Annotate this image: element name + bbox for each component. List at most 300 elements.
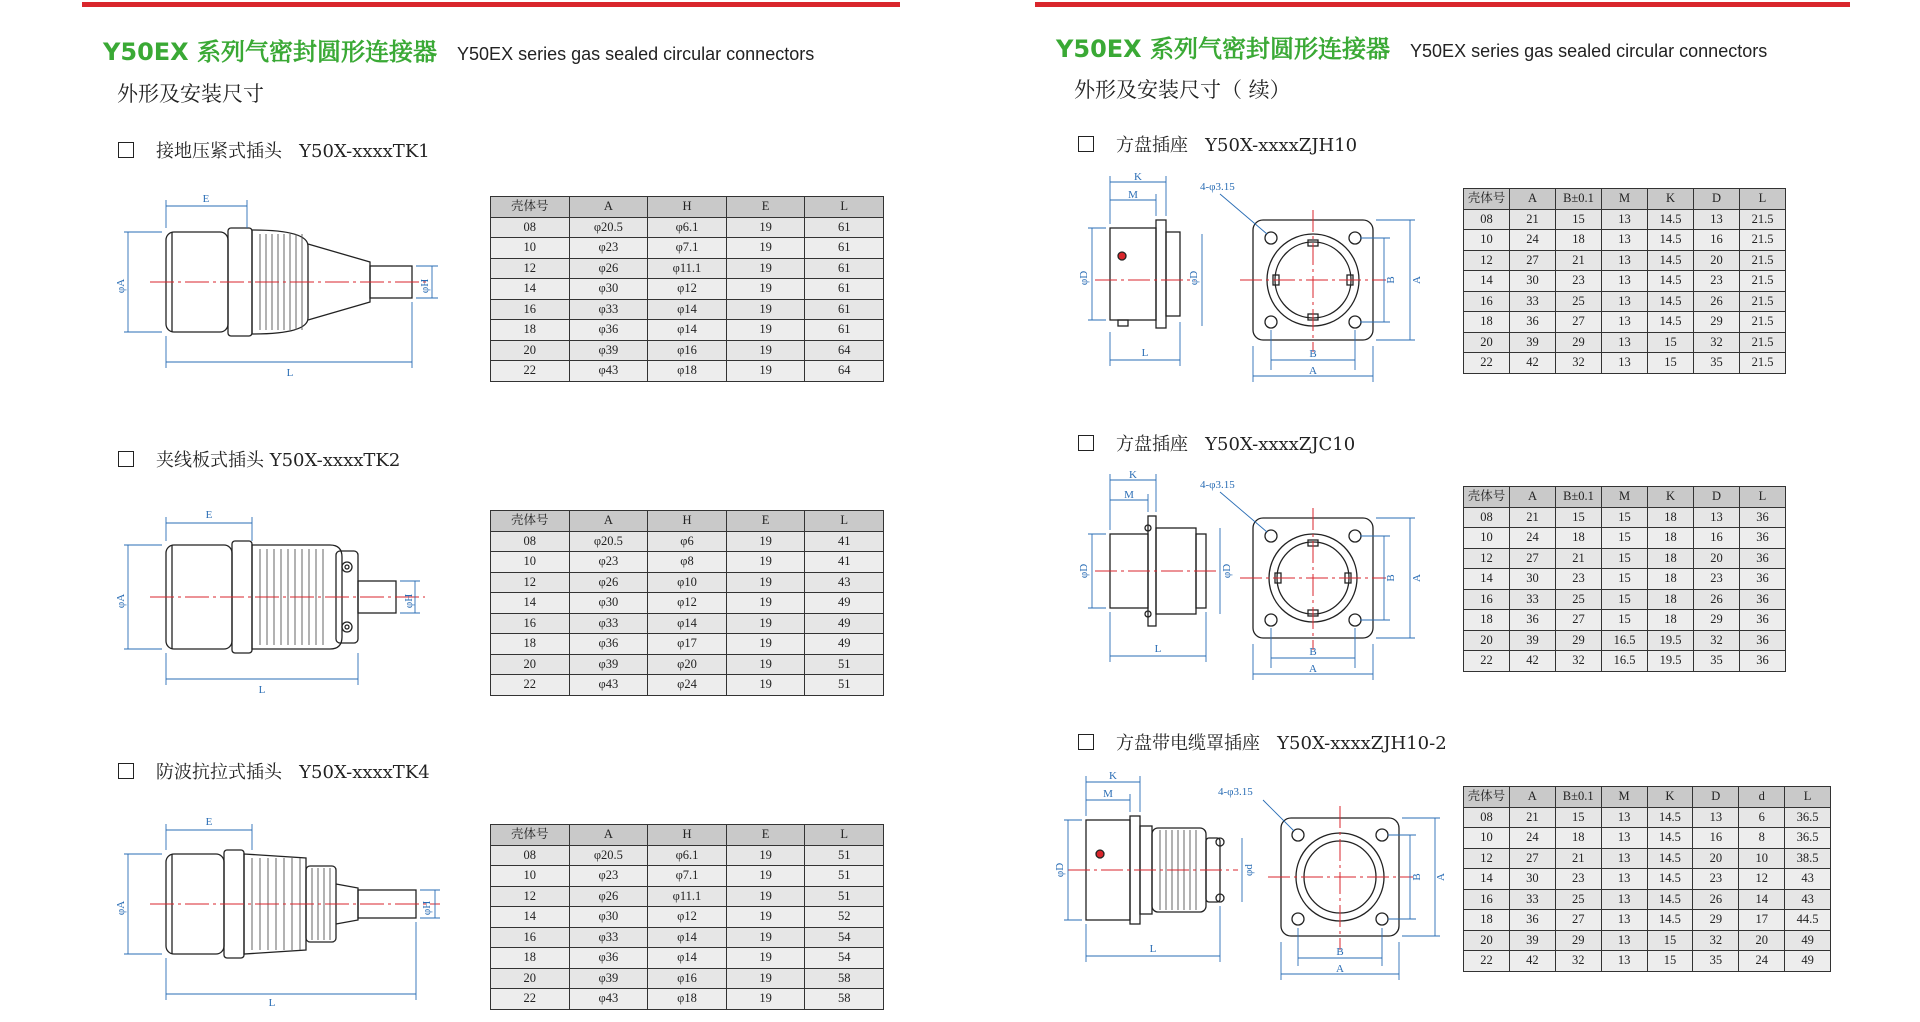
table-cell: 27	[1555, 910, 1601, 931]
table-cell: 32	[1556, 353, 1602, 374]
spec-table-zjc10	[1463, 486, 1786, 672]
table-cell: 21.5	[1740, 250, 1786, 271]
section-heading: 防波抗拉式插头 Y50X-xxxxTK4	[118, 758, 430, 784]
table-cell: 15	[1602, 589, 1648, 610]
table-cell: 13	[1601, 848, 1647, 869]
table-row	[491, 866, 884, 887]
table-cell: 33	[1510, 589, 1556, 610]
column-header: L	[805, 511, 884, 532]
table-cell: 19	[726, 634, 805, 655]
svg-text:B: B	[1411, 873, 1423, 881]
table-cell: 21.5	[1740, 353, 1786, 374]
table-row	[1464, 271, 1786, 292]
table-cell: 52	[805, 907, 884, 928]
table-cell: 16	[1464, 589, 1510, 610]
column-header: E	[726, 825, 805, 846]
svg-text:M: M	[1103, 788, 1113, 800]
table-cell: 19	[726, 217, 805, 238]
column-header: 壳体号	[1464, 189, 1510, 210]
table-cell: φ20.5	[569, 531, 648, 552]
table-cell: 22	[491, 989, 570, 1010]
table-cell: 16.5	[1602, 651, 1648, 672]
table-cell: 21	[1555, 848, 1601, 869]
table-cell: φ12	[648, 907, 727, 928]
svg-text:K: K	[1129, 469, 1137, 481]
table-row	[1464, 951, 1831, 972]
table-cell: φ17	[648, 634, 727, 655]
table-cell: 22	[491, 361, 570, 382]
table-cell: 21.5	[1740, 332, 1786, 353]
table-cell: φ20.5	[569, 217, 648, 238]
column-header: 壳体号	[1464, 787, 1510, 808]
table-cell: φ14	[648, 613, 727, 634]
page-subtitle: 外形及安装尺寸（ 续）	[1074, 78, 1291, 102]
table-cell: 18	[1556, 528, 1602, 549]
table-cell: 36	[1740, 569, 1786, 590]
table-cell: 13	[1601, 930, 1647, 951]
svg-text:E: E	[202, 193, 210, 205]
table-cell: 36	[1509, 910, 1555, 931]
spec-table-zjh10-2	[1463, 786, 1831, 972]
table-row	[491, 217, 884, 238]
table-cell: 19	[726, 299, 805, 320]
table-cell: 16	[491, 927, 570, 948]
column-header: K	[1648, 189, 1694, 210]
column-header: B±0.1	[1555, 787, 1601, 808]
svg-text:E: E	[205, 816, 213, 828]
series-title-cn: Y50EX 系列气密封圆形连接器	[103, 38, 438, 66]
table-row	[491, 320, 884, 341]
table-row	[1464, 930, 1831, 951]
series-title-en: Y50EX series gas sealed circular connectors	[457, 44, 815, 64]
table-cell: 19.5	[1648, 630, 1694, 651]
column-header: M	[1601, 787, 1647, 808]
table-cell: 19	[726, 552, 805, 573]
checkbox-bullet-icon	[1078, 435, 1094, 451]
table-cell: 42	[1509, 951, 1555, 972]
table-cell: 21.5	[1740, 230, 1786, 251]
table-cell: 20	[1464, 332, 1510, 353]
spec-table-tk2	[490, 510, 884, 696]
table-cell: φ20.5	[569, 845, 648, 866]
table-header-row	[491, 511, 884, 532]
svg-text:φA: φA	[115, 593, 127, 609]
table-cell: 25	[1556, 589, 1602, 610]
table-cell: 36	[1740, 589, 1786, 610]
table-cell: 23	[1694, 569, 1740, 590]
column-header: 壳体号	[491, 197, 570, 218]
table-cell: 08	[1464, 507, 1510, 528]
table-cell: φ6	[648, 531, 727, 552]
table-cell: 13	[1694, 209, 1740, 230]
table-cell: φ30	[569, 593, 648, 614]
checkbox-bullet-icon	[118, 142, 134, 158]
svg-text:φD: φD	[1221, 563, 1233, 579]
table-cell: φ43	[569, 361, 648, 382]
svg-text:φD: φD	[1078, 563, 1090, 579]
table-cell: φ10	[648, 572, 727, 593]
table-cell: 10	[1464, 828, 1510, 849]
table-cell: 14	[491, 907, 570, 928]
table-header-row	[491, 825, 884, 846]
table-cell: 13	[1602, 250, 1648, 271]
table-row	[1464, 548, 1786, 569]
table-cell: 42	[1510, 651, 1556, 672]
table-cell: φ39	[569, 340, 648, 361]
table-cell: 36	[1510, 610, 1556, 631]
table-cell: 26	[1694, 589, 1740, 610]
table-cell: φ14	[648, 320, 727, 341]
table-cell: 10	[491, 866, 570, 887]
table-cell: φ6.1	[648, 217, 727, 238]
svg-text:A: A	[1309, 365, 1317, 377]
table-cell: 27	[1556, 610, 1602, 631]
table-cell: 12	[1464, 548, 1510, 569]
column-header: A	[569, 825, 648, 846]
svg-text:φD: φD	[1054, 862, 1066, 878]
svg-text:L: L	[1154, 643, 1162, 655]
table-cell: 20	[491, 654, 570, 675]
svg-text:L: L	[286, 367, 294, 379]
table-row	[1464, 610, 1786, 631]
table-row	[491, 552, 884, 573]
table-cell: 54	[805, 927, 884, 948]
table-cell: 16	[1694, 230, 1740, 251]
table-cell: 17	[1739, 910, 1785, 931]
table-cell: 12	[1464, 250, 1510, 271]
table-cell: 19	[726, 531, 805, 552]
table-cell: 27	[1509, 848, 1555, 869]
table-cell: 32	[1694, 332, 1740, 353]
table-cell: 35	[1694, 353, 1740, 374]
table-cell: φ43	[569, 989, 648, 1010]
table-cell: 15	[1647, 930, 1693, 951]
svg-text:A: A	[1336, 963, 1344, 975]
table-cell: 51	[805, 866, 884, 887]
table-cell: 49	[1785, 951, 1831, 972]
table-cell: 36	[1740, 548, 1786, 569]
table-row	[491, 593, 884, 614]
table-row	[491, 968, 884, 989]
right-page-header	[1056, 29, 1767, 64]
table-cell: 14.5	[1647, 889, 1693, 910]
table-cell: φ16	[648, 340, 727, 361]
table-cell: φ14	[648, 948, 727, 969]
table-row	[1464, 353, 1786, 374]
table-cell: 20	[1693, 848, 1739, 869]
left-header-rule	[82, 2, 900, 7]
column-header: K	[1647, 787, 1693, 808]
table-cell: 49	[805, 613, 884, 634]
svg-text:B: B	[1385, 276, 1397, 284]
table-cell: φ8	[648, 552, 727, 573]
plug-tk1-drawing	[110, 190, 440, 380]
page-subtitle: 外形及安装尺寸	[117, 82, 264, 106]
table-cell: 13	[1694, 507, 1740, 528]
table-cell: 20	[1739, 930, 1785, 951]
table-cell: 24	[1510, 528, 1556, 549]
table-cell: 32	[1694, 630, 1740, 651]
table-cell: 19	[726, 572, 805, 593]
series-title-cn: Y50EX 系列气密封圆形连接器	[1056, 35, 1391, 63]
table-cell: 36	[1740, 651, 1786, 672]
table-cell: 20	[1464, 930, 1510, 951]
table-cell: 16	[1693, 828, 1739, 849]
table-cell: 14.5	[1647, 807, 1693, 828]
table-cell: 61	[805, 299, 884, 320]
series-title-en: Y50EX series gas sealed circular connectors	[1410, 41, 1768, 61]
table-cell: 26	[1694, 291, 1740, 312]
table-cell: 21	[1510, 209, 1556, 230]
table-cell: φ20	[648, 654, 727, 675]
table-header-row	[1464, 487, 1786, 508]
column-header: L	[1740, 189, 1786, 210]
table-row	[1464, 589, 1786, 610]
table-cell: 18	[1648, 528, 1694, 549]
column-header: A	[1509, 787, 1555, 808]
spec-table-tk1	[490, 196, 884, 382]
table-row	[1464, 209, 1786, 230]
table-cell: 16	[491, 613, 570, 634]
table-cell: 14	[1464, 271, 1510, 292]
table-cell: 19	[726, 886, 805, 907]
table-cell: φ6.1	[648, 845, 727, 866]
table-cell: φ36	[569, 634, 648, 655]
table-cell: 43	[805, 572, 884, 593]
table-row	[491, 572, 884, 593]
table-cell: 14.5	[1648, 312, 1694, 333]
table-cell: 18	[1648, 507, 1694, 528]
table-cell: 15	[1602, 548, 1648, 569]
table-cell: 29	[1555, 930, 1601, 951]
svg-text:L: L	[258, 684, 266, 696]
table-cell: 16	[1464, 291, 1510, 312]
table-cell: 14.5	[1647, 869, 1693, 890]
table-cell: 22	[1464, 353, 1510, 374]
table-cell: φ43	[569, 675, 648, 696]
table-cell: 36	[1740, 630, 1786, 651]
table-cell: 14.5	[1648, 209, 1694, 230]
column-header: H	[648, 197, 727, 218]
table-cell: 64	[805, 340, 884, 361]
table-cell: 13	[1601, 951, 1647, 972]
column-header: A	[1510, 189, 1556, 210]
table-row	[491, 675, 884, 696]
column-header: L	[805, 825, 884, 846]
table-cell: 16	[1464, 889, 1510, 910]
column-header: 壳体号	[491, 825, 570, 846]
table-cell: 19	[726, 613, 805, 634]
table-cell: 12	[1739, 869, 1785, 890]
table-cell: 21.5	[1740, 312, 1786, 333]
table-header-row	[491, 197, 884, 218]
table-cell: 24	[1510, 230, 1556, 251]
table-cell: φ14	[648, 299, 727, 320]
table-cell: 22	[491, 675, 570, 696]
table-cell: 54	[805, 948, 884, 969]
table-cell: φ39	[569, 968, 648, 989]
table-cell: 13	[1693, 807, 1739, 828]
table-cell: 15	[1602, 610, 1648, 631]
table-row	[491, 907, 884, 928]
table-cell: 10	[1464, 230, 1510, 251]
svg-text:φH: φH	[421, 900, 433, 916]
table-cell: 33	[1509, 889, 1555, 910]
table-cell: 20	[491, 340, 570, 361]
table-cell: 41	[805, 531, 884, 552]
table-cell: 13	[1602, 353, 1648, 374]
svg-text:L: L	[268, 997, 276, 1009]
svg-text:A: A	[1309, 663, 1317, 675]
table-cell: 30	[1510, 569, 1556, 590]
table-cell: φ24	[648, 675, 727, 696]
table-row	[491, 634, 884, 655]
table-cell: 42	[1510, 353, 1556, 374]
svg-text:B: B	[1309, 646, 1317, 658]
column-header: D	[1694, 487, 1740, 508]
table-cell: φ26	[569, 572, 648, 593]
checkbox-bullet-icon	[1078, 136, 1094, 152]
table-cell: 51	[805, 886, 884, 907]
table-cell: 19	[726, 320, 805, 341]
table-cell: 12	[1464, 848, 1510, 869]
table-cell: φ11.1	[648, 258, 727, 279]
table-cell: 26	[1693, 889, 1739, 910]
table-cell: 19	[726, 948, 805, 969]
table-cell: 16	[1694, 528, 1740, 549]
column-header: E	[726, 511, 805, 532]
column-header: H	[648, 825, 727, 846]
table-cell: 21	[1556, 548, 1602, 569]
table-cell: 19	[726, 593, 805, 614]
table-cell: φ23	[569, 866, 648, 887]
section-heading: 方盘带电缆罩插座 Y50X-xxxxZJH10-2	[1078, 729, 1447, 755]
table-cell: φ26	[569, 886, 648, 907]
table-cell: φ33	[569, 927, 648, 948]
table-header-row	[1464, 189, 1786, 210]
table-header-row	[1464, 787, 1831, 808]
table-cell: 18	[1464, 312, 1510, 333]
table-cell: 61	[805, 217, 884, 238]
table-row	[1464, 807, 1831, 828]
column-header: L	[805, 197, 884, 218]
svg-text:L: L	[1141, 347, 1149, 359]
table-row	[1464, 291, 1786, 312]
table-cell: 08	[1464, 807, 1510, 828]
svg-text:A: A	[1435, 873, 1447, 881]
table-cell: 21.5	[1740, 271, 1786, 292]
table-cell: 12	[491, 886, 570, 907]
table-cell: φ33	[569, 299, 648, 320]
table-cell: 29	[1694, 610, 1740, 631]
table-cell: 13	[1601, 910, 1647, 931]
column-header: A	[1510, 487, 1556, 508]
table-cell: φ7.1	[648, 238, 727, 259]
table-cell: 14.5	[1648, 230, 1694, 251]
table-cell: φ36	[569, 948, 648, 969]
table-cell: 14.5	[1648, 291, 1694, 312]
table-cell: 10	[1739, 848, 1785, 869]
table-row	[1464, 230, 1786, 251]
table-cell: 21	[1556, 250, 1602, 271]
table-row	[491, 989, 884, 1010]
table-cell: 61	[805, 258, 884, 279]
table-row	[491, 238, 884, 259]
column-header: 壳体号	[491, 511, 570, 532]
table-row	[491, 948, 884, 969]
column-header: M	[1602, 487, 1648, 508]
table-cell: 27	[1556, 312, 1602, 333]
table-cell: 32	[1693, 930, 1739, 951]
table-cell: 14.5	[1648, 250, 1694, 271]
table-cell: 36.5	[1785, 828, 1831, 849]
column-header: d	[1739, 787, 1785, 808]
table-cell: φ39	[569, 654, 648, 675]
column-header: L	[1785, 787, 1831, 808]
table-row	[1464, 651, 1786, 672]
table-cell: 64	[805, 361, 884, 382]
table-cell: 21	[1510, 507, 1556, 528]
table-cell: 32	[1556, 651, 1602, 672]
table-cell: 30	[1509, 869, 1555, 890]
table-cell: 29	[1556, 332, 1602, 353]
table-cell: 19	[726, 989, 805, 1010]
table-row	[491, 531, 884, 552]
table-row	[1464, 848, 1831, 869]
table-cell: 6	[1739, 807, 1785, 828]
svg-text:φD: φD	[1078, 270, 1090, 286]
column-header: B±0.1	[1556, 189, 1602, 210]
table-cell: 16.5	[1602, 630, 1648, 651]
svg-text:B: B	[1336, 946, 1344, 958]
svg-text:φH: φH	[419, 278, 431, 294]
table-cell: 49	[805, 593, 884, 614]
table-cell: 19	[726, 907, 805, 928]
table-cell: 19	[726, 675, 805, 696]
table-cell: 20	[1694, 250, 1740, 271]
table-cell: 13	[1602, 312, 1648, 333]
table-cell: 33	[1510, 291, 1556, 312]
table-cell: 14	[491, 593, 570, 614]
column-header: D	[1694, 189, 1740, 210]
table-cell: 35	[1694, 651, 1740, 672]
table-cell: 32	[1555, 951, 1601, 972]
table-cell: 18	[1648, 548, 1694, 569]
table-cell: 51	[805, 654, 884, 675]
table-cell: 27	[1510, 548, 1556, 569]
table-cell: 14	[491, 279, 570, 300]
table-cell: 08	[491, 845, 570, 866]
table-cell: 15	[1556, 507, 1602, 528]
table-cell: 18	[1556, 230, 1602, 251]
spec-table-zjh10	[1463, 188, 1786, 374]
table-cell: 18	[491, 948, 570, 969]
checkbox-bullet-icon	[118, 451, 134, 467]
table-cell: 22	[1464, 651, 1510, 672]
table-cell: 8	[1739, 828, 1785, 849]
table-cell: 19	[726, 845, 805, 866]
svg-text:4-φ3.15: 4-φ3.15	[1200, 479, 1235, 491]
table-cell: 13	[1602, 332, 1648, 353]
table-cell: 10	[491, 552, 570, 573]
table-cell: 18	[1648, 589, 1694, 610]
table-cell: 29	[1556, 630, 1602, 651]
table-row	[1464, 910, 1831, 931]
table-row	[1464, 332, 1786, 353]
svg-text:M: M	[1124, 489, 1134, 501]
table-cell: 13	[1602, 291, 1648, 312]
table-cell: 35	[1693, 951, 1739, 972]
